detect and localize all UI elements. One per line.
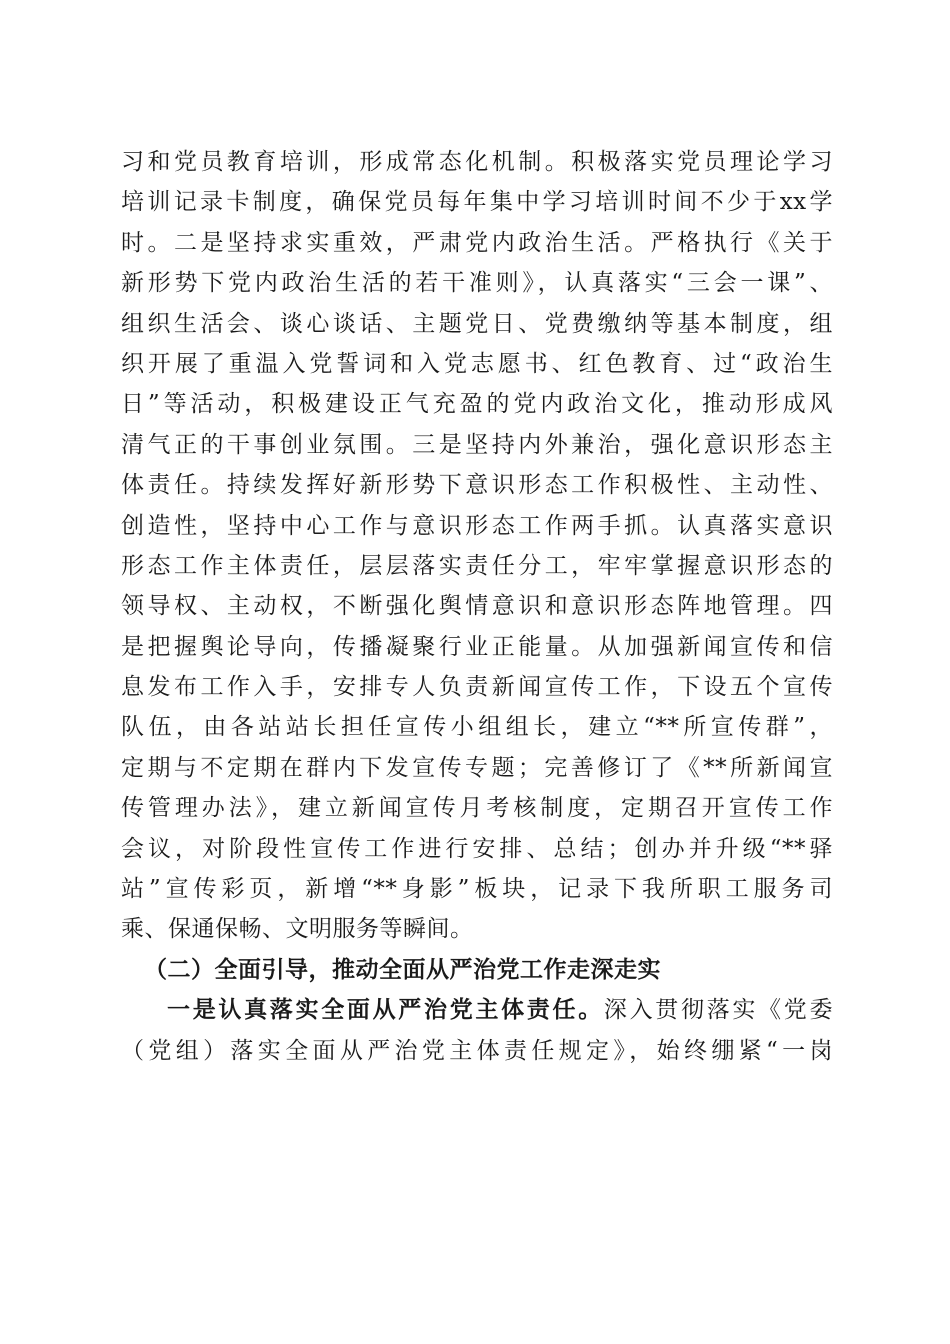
text-line: 传管理办法》，建立新闻宣传月考核制度，定期召开宣传工作 [121,795,833,822]
text-line: 培训记录卡制度，确保党员每年集中学习培训时间不少于xx学 [121,189,833,216]
text-line [121,990,833,1030]
text-line: 日”等活动，积极建设正气充盈的党内政治文化，推动形成风 [121,391,833,418]
text-line: 时。二是坚持求实重效，严肃党内政治生活。严格执行《关于 [121,229,833,256]
lead-sentence: 一是认真落实全面从严治党主体责任。 [167,996,604,1024]
text-line: 队伍，由各站站长担任宣传小组组长，建立“**所宣传群”， [121,714,833,741]
text-line: 是把握舆论导向，传播凝聚行业正能量。从加强新闻宣传和信 [121,633,833,660]
text-line: 新形势下党内政治生活的若干准则》，认真落实“三会一课”、 [121,270,833,297]
text-line: 形态工作主体责任，层层落实责任分工，牢牢掌握意识形态的 [121,552,833,579]
text-line: 创造性，坚持中心工作与意识形态工作两手抓。认真落实意识 [121,512,833,539]
text-line: 息发布工作入手，安排专人负责新闻宣传工作，下设五个宣传 [121,674,833,701]
text-line: 清气正的干事创业氛围。三是坚持内外兼治，强化意识形态主 [121,431,833,458]
text-line: 习和党员教育培训，形成常态化机制。积极落实党员理论学习 [121,149,833,175]
text-line: 体责任。持续发挥好新形势下意识形态工作积极性、主动性、 [121,472,833,499]
text-line: 乘、保通保畅、文明服务等瞬间。 [121,916,474,943]
section-heading: （二）全面引导，推动全面从严治党工作走深走实 [144,955,661,983]
text-fragment: 深入贯彻落实《党委 [603,997,834,1024]
text-line: 定期与不定期在群内下发宣传专题；完善修订了《**所新闻宣 [121,754,833,781]
text-line: 领导权、主动权，不断强化舆情意识和意识形态阵地管理。四 [121,593,833,620]
text-line: 站”宣传彩页，新增“**身影”板块，记录下我所职工服务司 [121,876,833,903]
text-line: 织开展了重温入党誓词和入党志愿书、红色教育、过“政治生 [121,350,833,377]
text-line: （党组）落实全面从严治党主体责任规定》，始终绷紧“一岗 [121,1037,833,1064]
text-line: 组织生活会、谈心谈话、主题党日、党费缴纳等基本制度，组 [121,310,833,337]
document-body [121,142,833,1071]
text-line: 会议，对阶段性宣传工作进行安排、总结；创办并升级“**驿 [121,835,833,862]
